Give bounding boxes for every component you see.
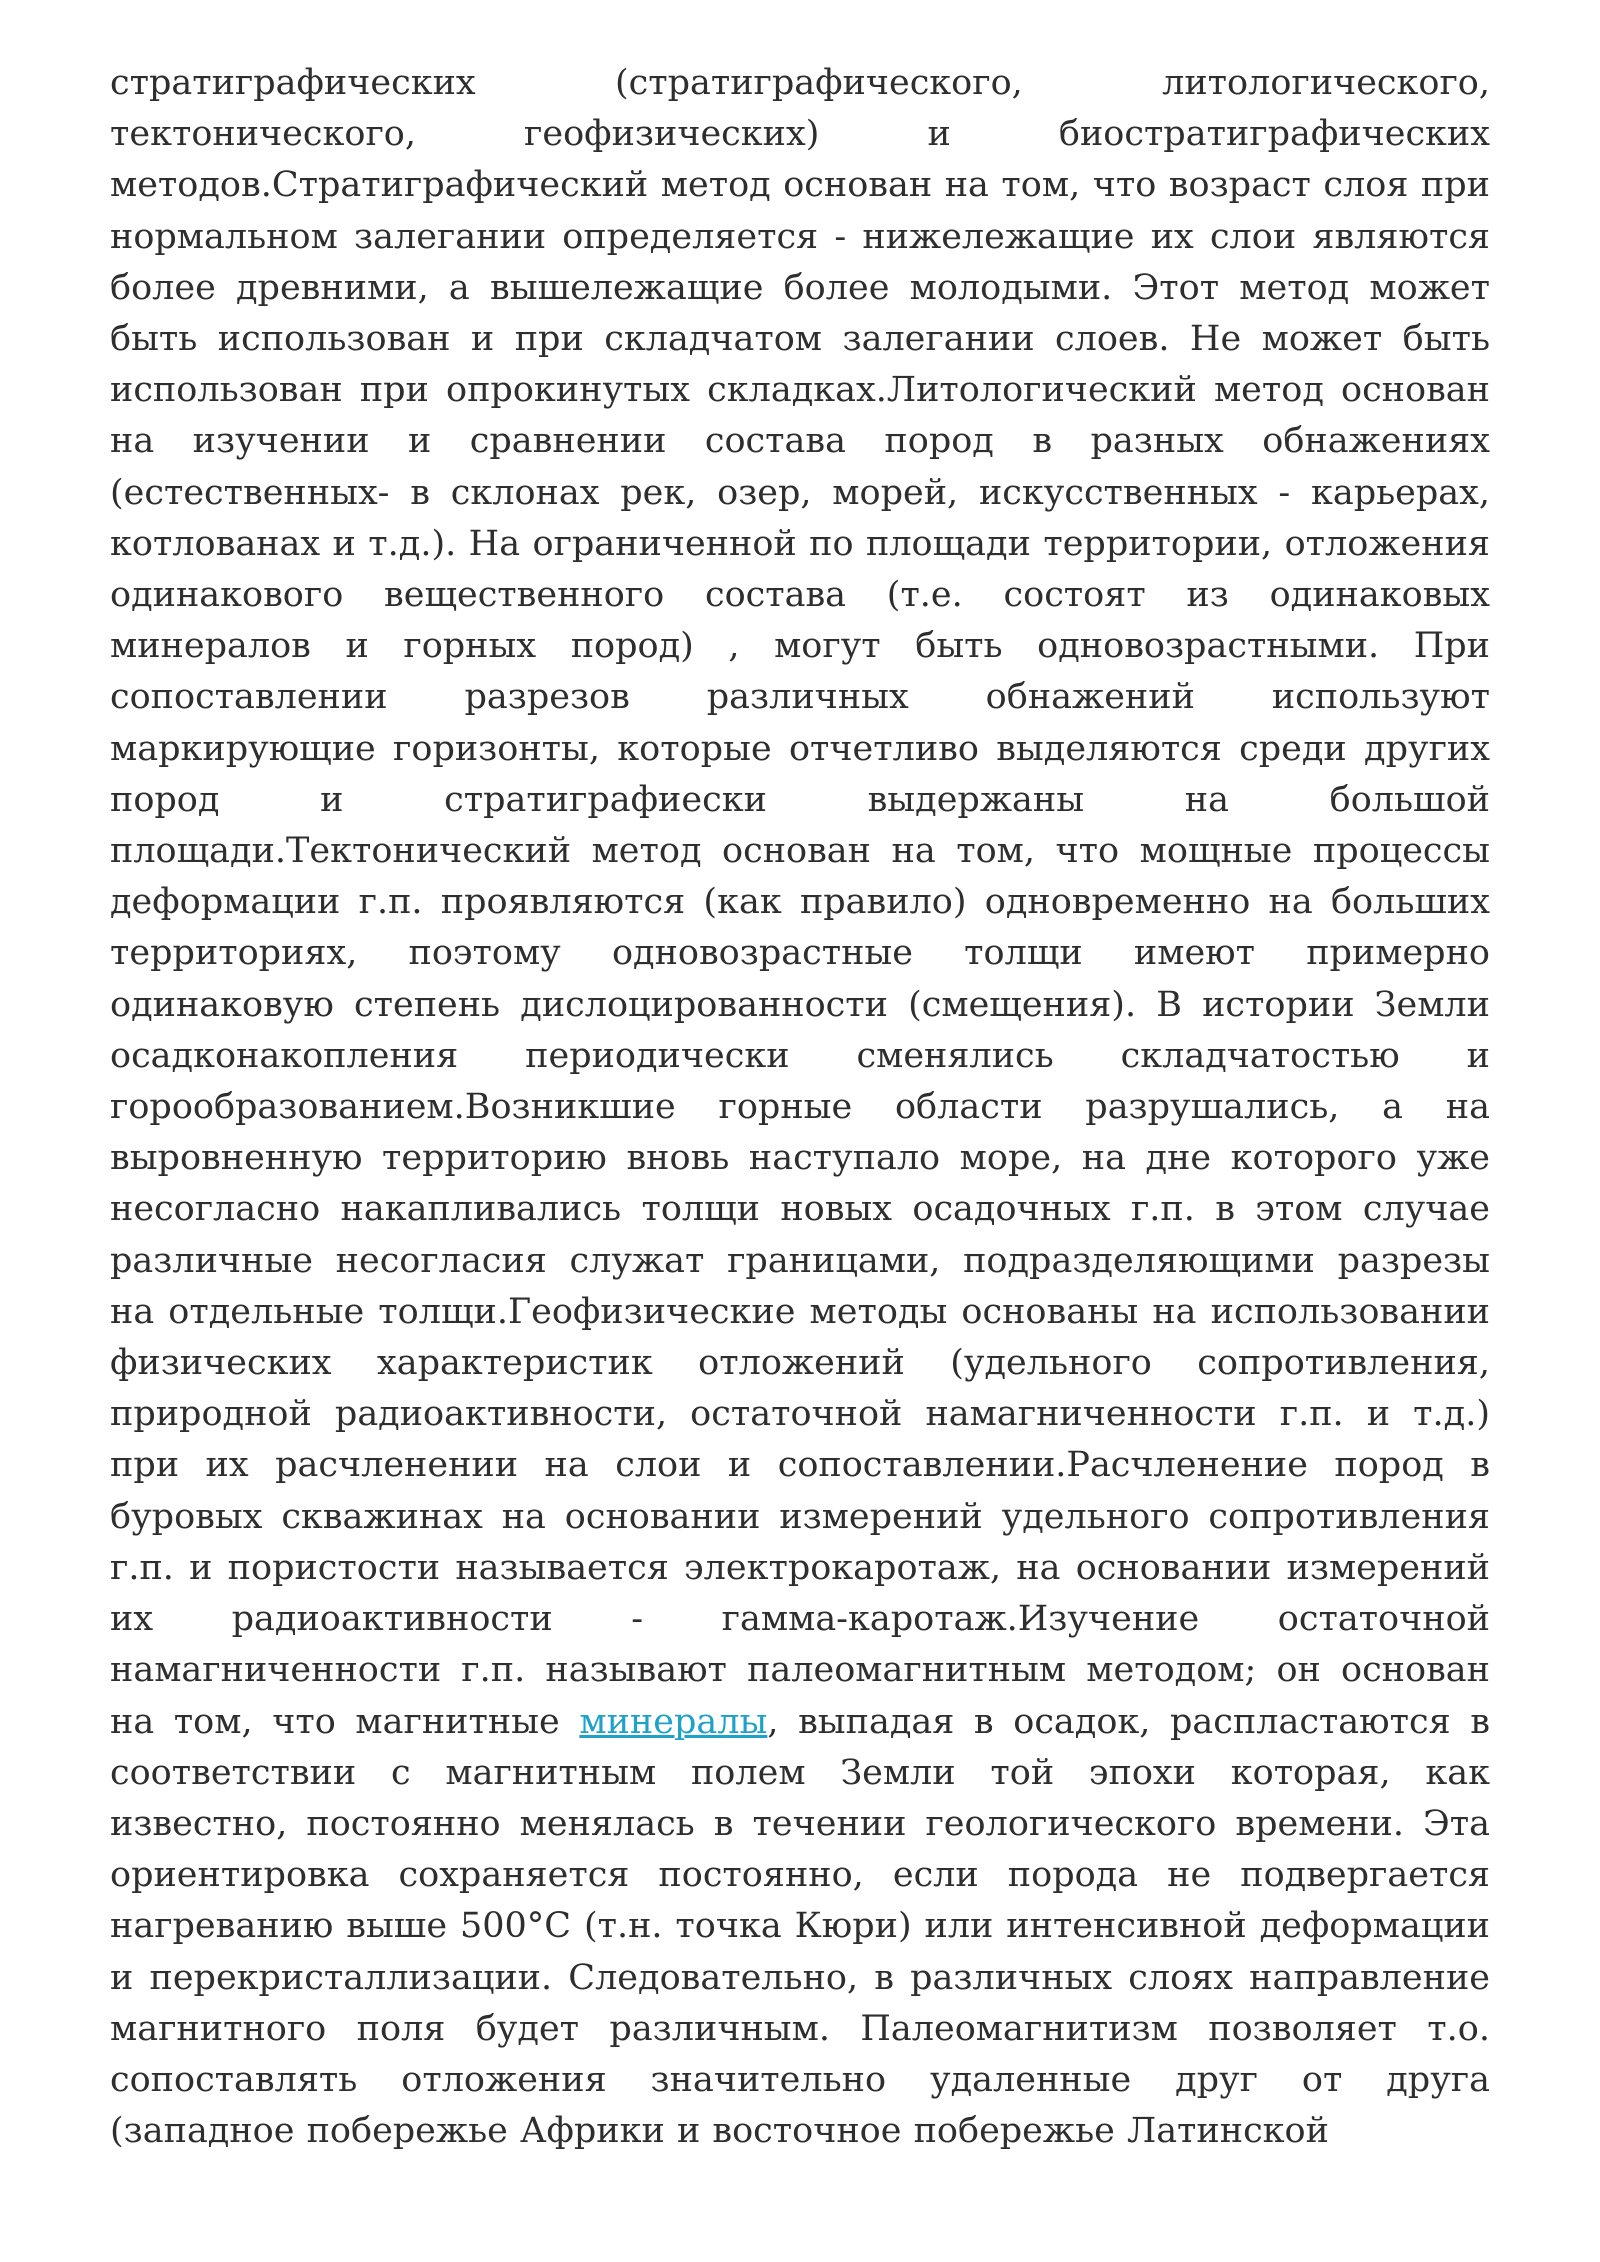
paragraph-text-start: стратиграфических (стратиграфического, литологического, тектонического, геофизических) и биостратиграфических методов.Стратиграфический метод основан на том, что возраст слоя при нормальном залегании определяется - нижележащие их слои являются более древними, а вышележащие более молодыми. Этот метод может быть использован и при складчатом залегании слоев. Не может быть использован при опрокинутых складках.Литологический метод основан на изучении и сравнении состава пород в разных обнажениях (естественных- в склонах рек, озер, морей, искусственных - карьерах, котлованах и т.д.). На ограниченной по площади территории, отложения одинакового вещественного состава (т.е. состоят из одинаковых минералов и горных пород) , могут быть одновозрастными. При сопоставлении разрезов различных обнажений используют маркирующие горизонты, которые отчетливо выделяются среди других пород и стратиграфиески выдержаны на большой площади.Тектонический метод основан на том, что мощные процессы деформации г.п. проявляются (как правило) одновременно на больших территориях, поэтому одновозрастные толщи имеют примерно одинаковую степень дислоцированности (смещения). В истории Земли осадконакопления периодически сменялись складчатостью и горообразованием.Возникшие горные области разрушались, а на выровненную территорию вновь наступало море, на дне которого уже несогласно накапливались толщи новых осадочных г.п. в этом случае различные несогласия служат границами, подразделяющими разрезы на отдельные толщи.Геофизические методы основаны на использовании физических характеристик отложений (удельного сопротивления, природной радиоактивности, остаточной намагниченности г.п. и т.д.) при их расчленении на слои и сопоставлении.Расчленение пород в буровых скважинах на основании измерений удельного сопротивления г.п. и пористости называется электрокаротаж, на основании измерений их радиоактивности - гамма-каротаж.Изучение остаточной намагниченности г.п. называют палеомагнитным методом; он основан на том, что магнитные <box>110 63 1490 1742</box>
paragraph-text-end: , выпадая в осадок, распластаются в соответствии с магнитным полем Земли той эпохи которая, как известно, постоянно менялась в течении геологического времени. Эта ориентировка сохраняется постоянно, если порода не подвергается нагреванию выше 500°C (т.н. точка Кюри) или интенсивной деформации и перекристаллизации. Следовательно, в различных слоях направление магнитного поля будет различным. Палеомагнитизм позволяет т.о. сопоставлять отложения значительно удаленные друг от друга (западное побережье Африки и восточное побережье Латинской <box>110 1701 1490 2152</box>
document-page <box>110 58 1490 2157</box>
body-paragraph <box>110 58 1490 2157</box>
minerals-link[interactable]: минералы <box>579 1701 768 1742</box>
